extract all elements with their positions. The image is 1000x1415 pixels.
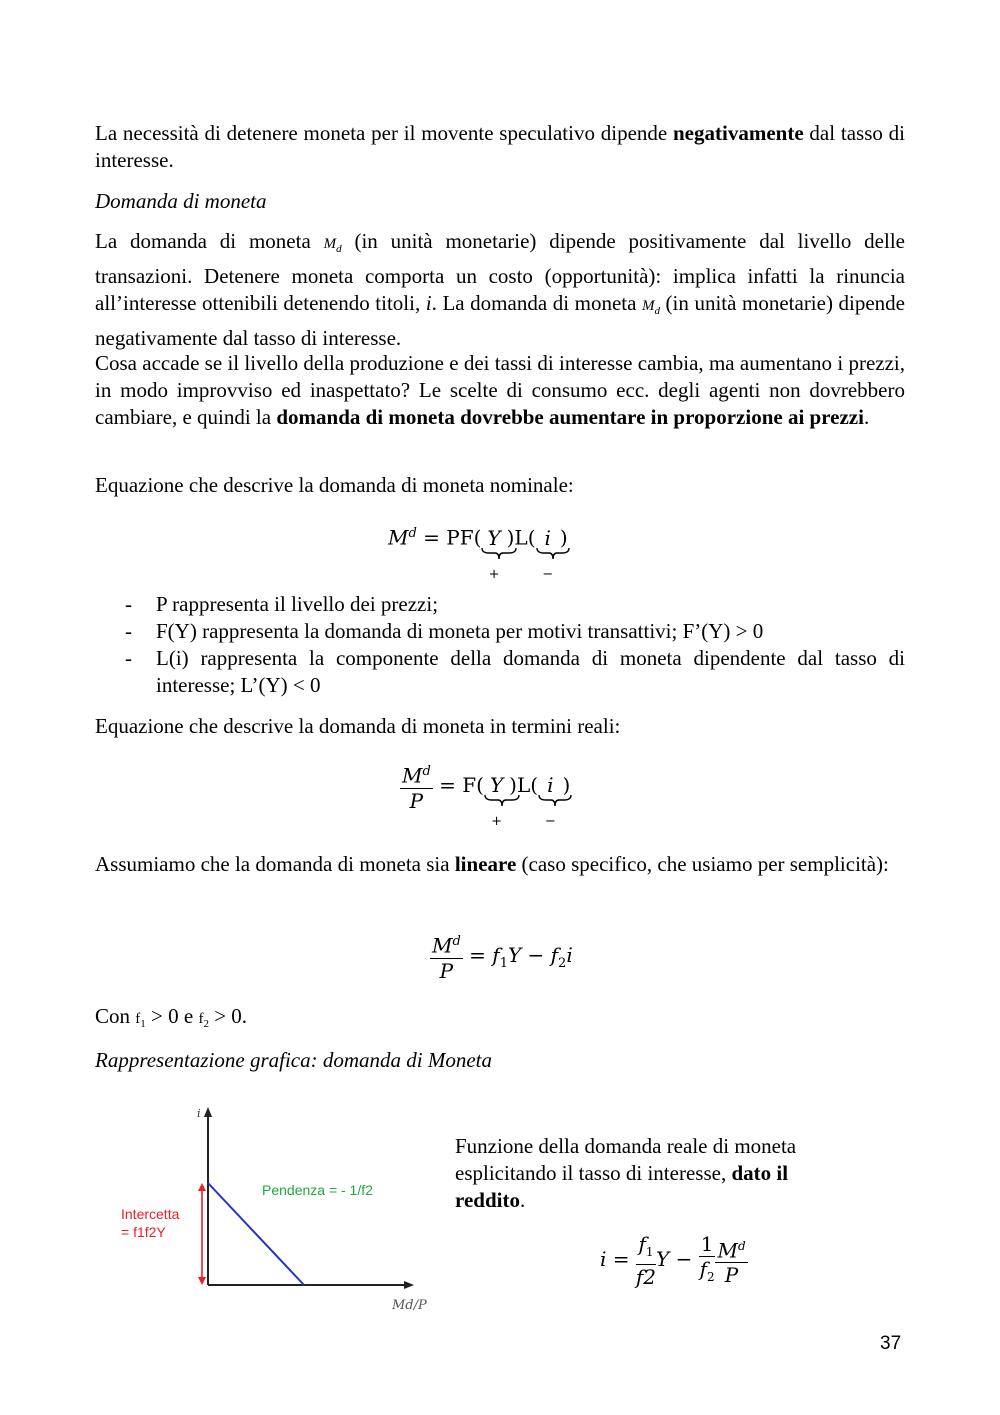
text: Con [95,1004,136,1028]
f1-symbol: $f_1$ [135,1011,146,1030]
equation-interest-rate [600,1232,748,1289]
eq-symbol: Y [489,772,504,797]
bold-text: lineare [454,852,517,876]
text: > 0 e [145,1004,199,1028]
bullet-list [95,591,905,699]
f2-symbol: $f_2$ [198,1011,209,1030]
eq-symbol: M [717,1238,738,1263]
eq-symbol: M [388,525,409,550]
paragraph-nominal-eq-intro: Equazione che descrive la domanda di moneta nominale: [95,473,574,497]
eq-symbol: f [699,1257,707,1281]
eq-sub: 1 [499,955,508,971]
eq-sup: d [422,764,431,779]
eq-text: Y − [656,1247,693,1271]
text: . [863,405,870,429]
text: Cosa accade se il livello della produzione e dei tassi di interesse cambia, ma aumentano i prezzi, in modo improvviso ed inaspettato? Le scelte di consumo ecc. degli agenti non dovrebbero cambiare, e quindi la [95,351,905,429]
fraction-one-f2 [699,1232,716,1289]
sign: + [491,813,503,829]
paragraph-real-eq-intro: Equazione che descrive la domanda di moneta in termini reali: [95,714,621,738]
underbrace-i [538,772,562,829]
eq-symbol: M [402,763,423,788]
paragraph-conditions [95,1003,905,1038]
intercept-label-1: Intercetta [121,1206,180,1222]
section-heading-graph: Rappresentazione grafica: domanda di Moneta [95,1048,493,1072]
equation-nominal-money-demand [388,520,568,582]
eq-symbol: i [600,1247,607,1271]
intercept-arrow-down [198,1277,206,1285]
eq-symbol: Y [487,525,501,550]
paragraph-domanda [95,228,905,352]
text: La domanda di moneta [95,229,324,253]
intercept-arrow-up [198,1183,206,1191]
bold-text: dato il reddito [455,1161,789,1212]
slope-label: Pendenza = - 1/f2 [262,1182,373,1198]
eq-symbol: P [439,958,454,983]
section-heading-domanda: Domanda di moneta [95,189,267,213]
eq-sup: d [452,934,461,949]
x-axis-label: Md/P [392,1298,427,1313]
eq-symbol: P [724,1263,739,1288]
eq-sub: 1 [645,1245,654,1259]
fraction-md-p [430,930,463,983]
equation-linear-money-demand [430,930,573,983]
eq-text: )L( [509,772,539,797]
underbrace-i [536,525,560,582]
md-symbol: $M_d$ [323,236,342,255]
eq-symbol: f [638,1232,646,1256]
eq-symbol: M [432,933,453,958]
list-item: - P rappresenta il livello dei prezzi; [95,591,905,618]
eq-sub: 2 [706,1270,715,1284]
eq-symbol: f2 [635,1265,657,1289]
eq-symbol: i [544,525,551,550]
eq-symbol: P [409,788,424,813]
paragraph-prices [95,350,905,431]
sign: + [488,566,500,582]
eq-symbol: i [566,942,573,967]
bold-text: domanda di moneta dovrebbe aumentare in proporzione ai prezzi [276,405,864,429]
x-axis-arrow [404,1281,414,1289]
text: . La domanda di moneta [431,291,642,315]
eq-text: = F( [432,772,484,797]
underbrace-y [481,525,506,582]
eq-text: = PF( [416,525,482,550]
eq-text: Y − f [507,942,559,967]
text: (in unità monetarie) dipende negativamente dal tasso di interesse. [95,291,905,350]
text: . [519,1188,526,1212]
eq-sup: d [408,526,417,541]
italic-i: i [425,291,432,315]
fraction-md-p [715,1234,747,1288]
y-axis-arrow [204,1107,212,1117]
sign: − [544,813,556,829]
underbrace-y [484,772,509,829]
sign: − [542,566,554,582]
y-axis-label: i [197,1107,201,1120]
fraction-f1-f2 [636,1232,656,1289]
text: Assumiamo che la domanda di moneta sia [95,852,455,876]
text: > 0. [208,1004,248,1028]
eq-text: = f [462,942,500,967]
demand-line [208,1183,304,1285]
text: Funzione della domanda reale di moneta esplicitando il tasso di interesse, [455,1134,797,1185]
eq-sub: 2 [558,955,567,971]
eq-sup: d [737,1238,746,1253]
list-item: - F(Y) rappresenta la domanda di moneta per motivi transattivi; F’(Y) > 0 [95,618,905,645]
intercept-label-2: = f1f2Y [121,1224,166,1240]
eq-text: ) [559,525,568,550]
paragraph-speculative [95,120,905,174]
md-symbol: $M_d$ [641,298,660,317]
bold-text: negativamente [673,121,804,145]
eq-text: = [606,1247,636,1271]
fraction-md-p [400,760,433,813]
page-number: 37 [880,1333,902,1354]
text: (caso specifico, che usiamo per semplicità): [516,852,889,876]
text: (in unità monetarie) dipende positivamente dal livello delle transazioni. Detenere moneta comporta un costo (opportunità): implica infatti la rinuncia all’interesse ottenibili detenendo titoli, [95,229,905,315]
eq-symbol: i [547,772,554,797]
eq-symbol: 1 [700,1232,714,1256]
eq-text: ) [562,772,571,797]
text: dal tasso di interesse. [95,121,905,172]
text: La necessità di detenere moneta per il movente speculativo dipende [95,121,673,145]
list-item: - L(i) rappresenta la componente della domanda di moneta dipendente dal tasso di interesse; L’(Y) < 0 [95,645,905,699]
eq-text: )L( [506,525,536,550]
equation-real-money-demand [400,760,571,829]
paragraph-linear [95,848,905,880]
money-demand-graph [110,1105,440,1315]
graph-description [455,1133,855,1214]
